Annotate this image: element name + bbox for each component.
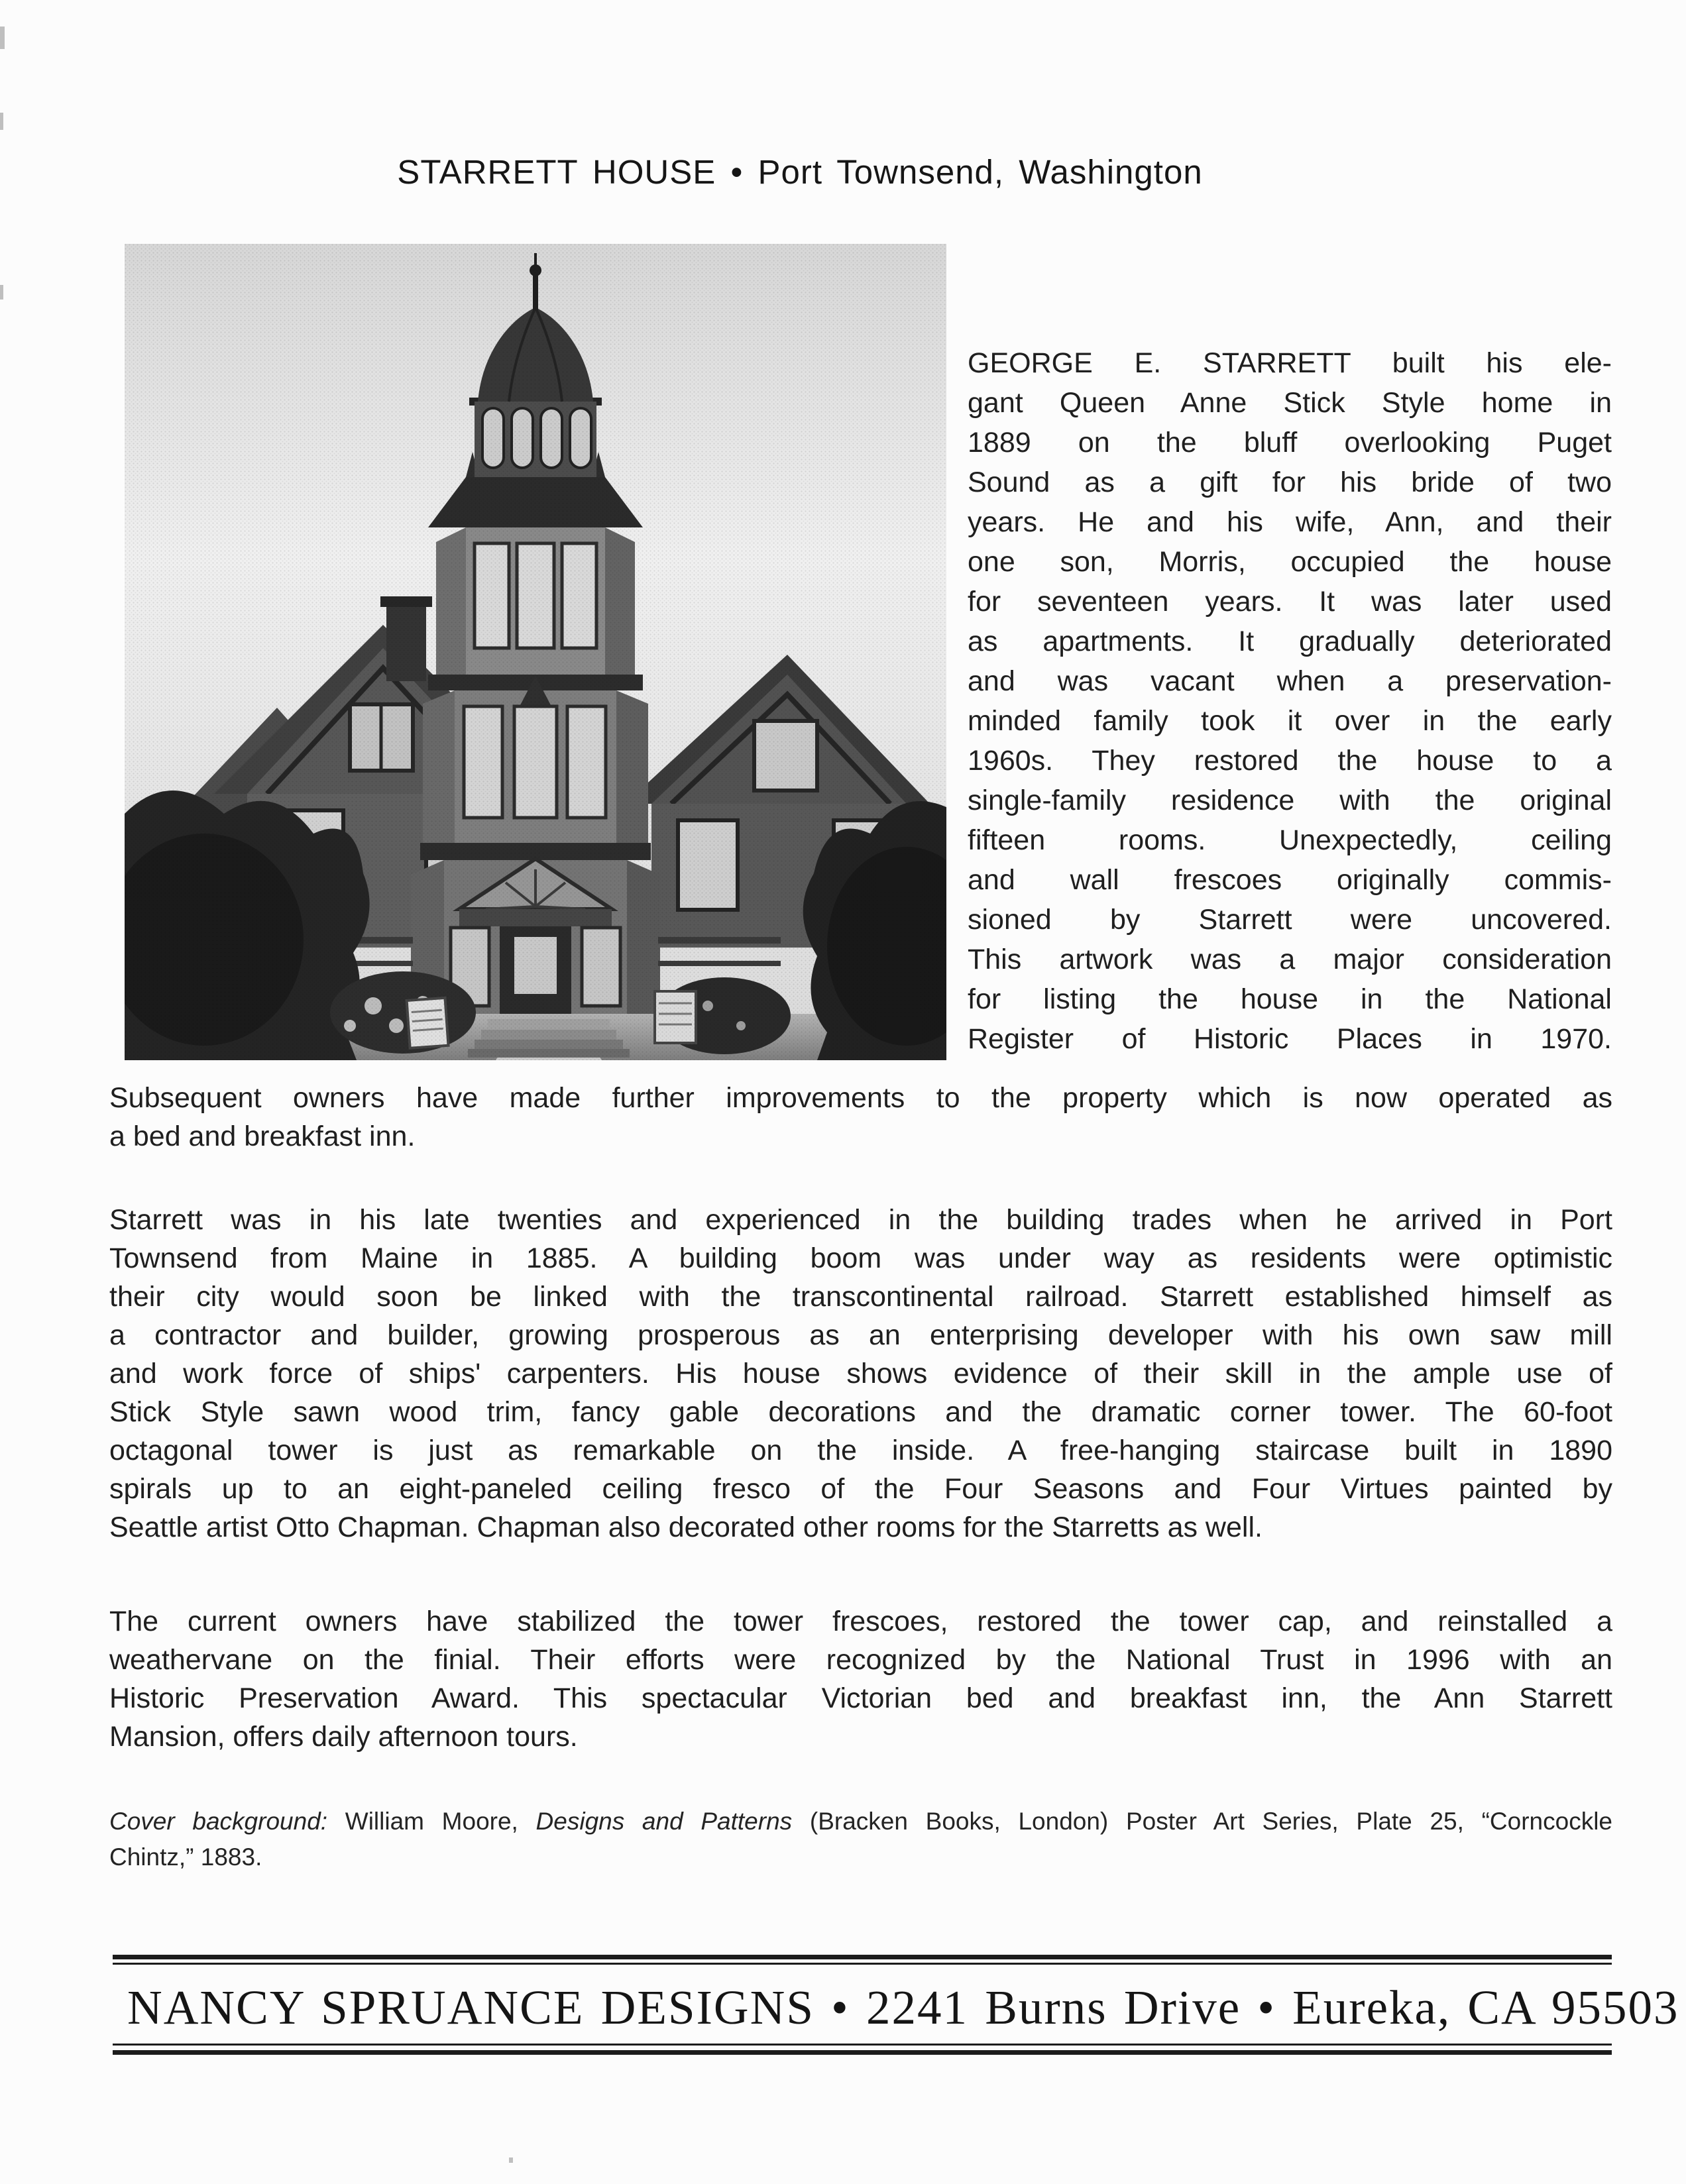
scan-artifact bbox=[0, 285, 3, 300]
text-line: spirals up to an eight-paneled ceiling fresco of the Four Seasons and Four Virtues painted by bbox=[109, 1473, 1612, 1505]
footer-rule-bottom-thin bbox=[113, 2044, 1612, 2046]
scan-artifact bbox=[0, 27, 5, 49]
text-line: Subsequent owners have made further improvements to the property which is now operated as bbox=[109, 1082, 1612, 1114]
text-line: Mansion, offers daily afternoon tours. bbox=[109, 1721, 578, 1753]
house-photo bbox=[125, 244, 946, 1060]
text-segment-italic: Designs and Patterns bbox=[535, 1808, 793, 1835]
text-line bbox=[109, 1804, 1612, 1839]
text-line: 1889 on the bluff overlooking Puget bbox=[968, 427, 1612, 459]
text-line: gant Queen Anne Stick Style home in bbox=[968, 387, 1612, 419]
text-line: one son, Morris, occupied the house bbox=[968, 546, 1612, 578]
page-title: STARRETT HOUSE • Port Townsend, Washington bbox=[397, 153, 1203, 191]
text-line: Register of Historic Places in 1970. bbox=[968, 1023, 1612, 1055]
paragraph-intro-continuation bbox=[109, 1079, 1612, 1156]
house-photo-illustration bbox=[125, 244, 946, 1060]
text-line: Seattle artist Otto Chapman. Chapman also decorated other rooms for the Starretts as well. bbox=[109, 1511, 1263, 1543]
text-line: This artwork was a major consideration bbox=[968, 944, 1612, 975]
text-line: and work force of ships' carpenters. His house shows evidence of their skill in the ample use of bbox=[109, 1358, 1612, 1390]
footer-rule-bottom-thick bbox=[113, 2050, 1612, 2055]
text-line: years. He and his wife, Ann, and their bbox=[968, 506, 1612, 538]
text-line: Starrett was in his late twenties and experienced in the building trades when he arrived in Port bbox=[109, 1204, 1612, 1236]
text-line: and wall frescoes originally commis- bbox=[968, 864, 1612, 896]
text-line: 1960s. They restored the house to a bbox=[968, 745, 1612, 777]
text-line: for seventeen years. It was later used bbox=[968, 586, 1612, 618]
paragraph-history bbox=[109, 1201, 1612, 1547]
text-line: fifteen rooms. Unexpectedly, ceiling bbox=[968, 824, 1612, 856]
publisher-banner: NANCY SPRUANCE DESIGNS • 2241 Burns Drive • Eureka, CA 95503 bbox=[127, 1981, 1679, 2034]
text-line: Stick Style sawn wood trim, fancy gable decorations and the dramatic corner tower. The 60-foot bbox=[109, 1396, 1612, 1428]
text-line: single-family residence with the original bbox=[968, 785, 1612, 816]
halftone-overlay bbox=[125, 244, 946, 1060]
text-line: for listing the house in the National bbox=[968, 983, 1612, 1015]
text-line: Historic Preservation Award. This spectacular Victorian bed and breakfast inn, the Ann Starrett bbox=[109, 1682, 1612, 1714]
footer-rule-top-thick bbox=[113, 1955, 1612, 1959]
text-line: GEORGE E. STARRETT built his ele- bbox=[968, 347, 1612, 379]
scan-artifact bbox=[0, 113, 3, 130]
text-line: and was vacant when a preservation- bbox=[968, 665, 1612, 697]
footer-rule-top-thin bbox=[113, 1963, 1612, 1965]
paragraph-current-owners bbox=[109, 1602, 1612, 1756]
paragraph-intro-column bbox=[968, 343, 1612, 1059]
text-line: a contractor and builder, growing prosperous as an enterprising developer with his own saw mill bbox=[109, 1319, 1612, 1351]
scan-artifact bbox=[509, 2157, 513, 2163]
text-line: their city would soon be linked with the transcontinental railroad. Starrett established himself as bbox=[109, 1281, 1612, 1313]
text-line: minded family took it over in the early bbox=[968, 705, 1612, 737]
text-line: weathervane on the finial. Their efforts were recognized by the National Trust in 1996 with an bbox=[109, 1644, 1612, 1676]
text-line: The current owners have stabilized the tower frescoes, restored the tower cap, and reinstalled a bbox=[109, 1606, 1612, 1637]
text-segment: William Moore, bbox=[327, 1808, 536, 1835]
text-line: Townsend from Maine in 1885. A building boom was under way as residents were optimistic bbox=[109, 1242, 1612, 1274]
text-segment: Chintz,” 1883. bbox=[109, 1843, 262, 1871]
text-segment: (Bracken Books, London) Poster Art Series, Plate 25, “Corncockle bbox=[792, 1808, 1612, 1835]
text-line: octagonal tower is just as remarkable on the inside. A free-hanging staircase built in 1890 bbox=[109, 1435, 1612, 1466]
text-line: a bed and breakfast inn. bbox=[109, 1120, 416, 1152]
text-segment-italic: Cover background: bbox=[109, 1808, 328, 1835]
text-line: Sound as a gift for his bride of two bbox=[968, 466, 1612, 498]
text-line: as apartments. It gradually deteriorated bbox=[968, 626, 1612, 657]
cover-background-credit bbox=[109, 1804, 1612, 1875]
text-line bbox=[109, 1839, 1612, 1875]
text-line: sioned by Starrett were uncovered. bbox=[968, 904, 1612, 936]
